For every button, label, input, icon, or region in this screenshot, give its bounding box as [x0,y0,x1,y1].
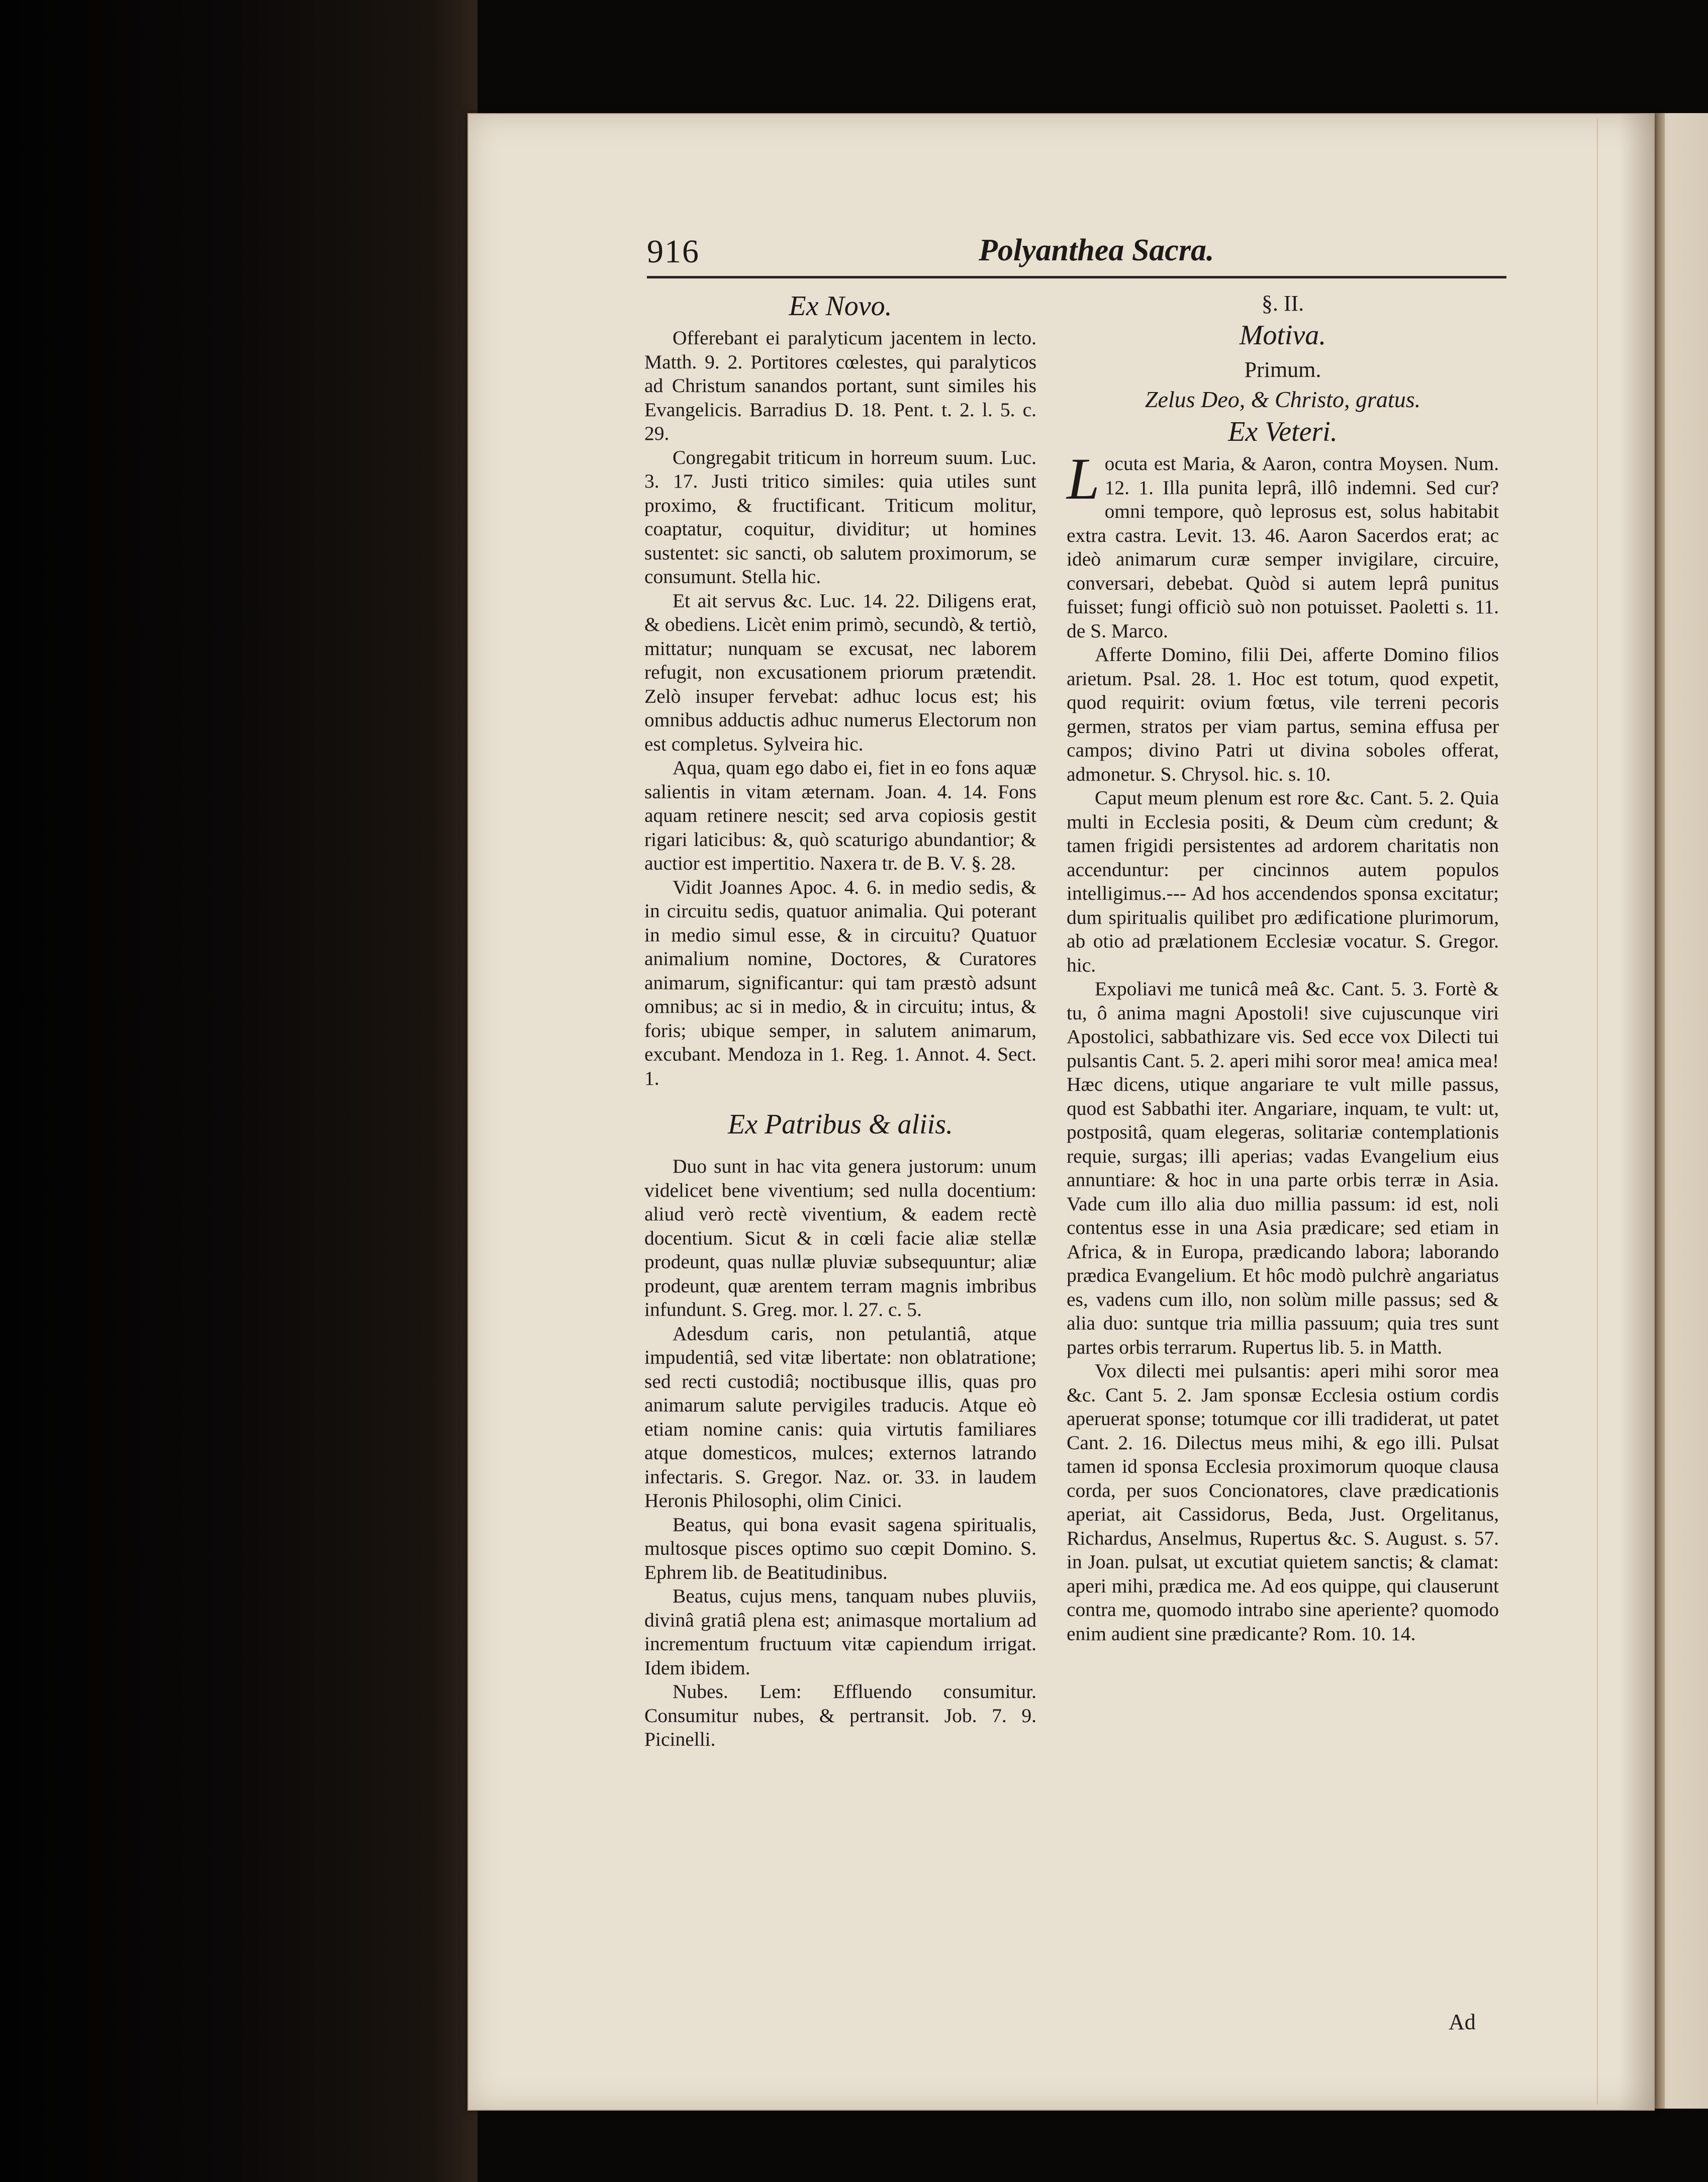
paragraph: Duo sunt in hac vita genera justorum: unum videlicet bene viventium; sed nulla docentium: aliud verò rectè viventium, & eadem rectè docentium. Sicut & in cœli facie aliæ stellæ prodeunt, quas nullæ pluviæ subsequuntur; aliæ prodeunt, quæ arentem terram magnis imbribus infundunt. S. Greg. mor. l. 27. c. 5. [644,1155,1036,1320]
paragraph: Adesdum caris, non petulantiâ, atque impudentiâ, sed vitæ libertate: non oblatratione; sed recti custodiâ; noctibusque illis, quas pro animarum salute pervigiles traducis. Atque eò etiam nomine canis: quia virtutis familiares atque domesticos, mulces; externos latrando infectaris. S. Gregor. Naz. or. 33. in laudem Heronis Philosophi, olim Cinici. [644,1322,1036,1511]
paragraph: Beatus, cujus mens, tanquam nubes pluviis, divinâ gratiâ plena est; animasque mortalium ad incrementum fructuum vitæ capiendum irrigat. Idem ibidem. [644,1585,1036,1679]
paragraph: Vox dilecti mei pulsantis: aperi mihi soror mea &c. Cant 5. 2. Jam sponsæ Ecclesia ostium cordis aperuerat sponse; totumque cor illi tradiderat, ut patet Cant. 2. 16. Dilectus meus mihi, & ego illi. Pulsat tamen id sponsa Ecclesia proximorum quoque clausa corda, per suos Concionatores, clave prædicationis aperiat, ait Cassidorus, Beda, Just. Orgelitanus, Richardus, Anselmus, Rupertus &c. S. August. s. 57. in Joan. pulsat, ut excutiat quietem sanctis; & clamat: aperi mihi, prædica me. Ad eos quippe, qui clauserunt contra me, quomodo intrabo sine aperiente? quomodo enim audient sine prædicante? Rom. 10. 14. [1067,1360,1499,1645]
paragraph: Congregabit triticum in horreum suum. Luc. 3. 17. Justi tritico similes: quia utiles sunt proximo, & fructificant. Triticum molitur, coaptatur, coquitur, dividitur; ut homines sustentet: sic sancti, ob salutem proximorum, se consumunt. Stella hic. [644,446,1036,588]
scan-background [0,0,432,2182]
paragraph: Vidit Joannes Apoc. 4. 6. in medio sedis, & in circuitu sedis, quatuor animalia. Qui poterant in medio simul esse, & in circuitu? Quatuor animalium nomine, Doctores, & Curatores animarum, significantur: qui tam præstò adsunt omnibus; ac si in medio, & in circuitu; intus, & foris; ubique semper, in salutem animarum, excubant. Mendoza in 1. Reg. 1. Annot. 4. Sect. 1. [644,876,1036,1089]
book-page [467,113,1655,2111]
paragraph: Nubes. Lem: Effluendo consumitur. Consumitur nubes, & pertransit. Job. 7. 9. Picinelli. [644,1680,1036,1750]
paragraph: Offerebant ei paralyticum jacentem in lecto. Matth. 9. 2. Portitores cœlestes, qui paralyticos ad Christum sanandos portant, sunt similes his Evangelicis. Barradius D. 18. Pent. t. 2. l. 5. c. 29. [644,327,1036,444]
page-edge-shadow [1619,114,1654,2110]
first-paragraph [1067,446,1499,643]
heading-ex-novo: Ex Novo. [789,291,892,322]
paragraph: Caput meum plenum est rore &c. Cant. 5. 2. Quia multi in Ecclesia positi, & Deum cùm credunt; & tamen frigidi persistentes ad ardorem charitatis non accenduntur: per cincinnos autem populos intelligimus.--- Ad hos accendendos sponsa excitatur; dum spiritualis quilibet pro ædificatione plurimorum, ab otio ad prælationem Ecclesiæ vocatur. S. Gregor. hic. [1067,787,1499,976]
first-paragraph-text: ocuta est Maria, & Aaron, contra Moysen. Num. 12. 1. Illa punita leprâ, illô indemni. Sed cur? omni tempore, quò leprosus est, solus habitabit extra castra. Levit. 13. 46. Aaron Sacerdos erat; ac ideò animarum curæ semper invigilare, circuire, conversari, debebat. Quòd si autem leprâ punitus fuisset; fungi officiò suò non potuisset. Paoletti s. 11. de S. Marco. [1067,452,1499,642]
paragraph: Afferte Domino, filii Dei, afferte Domino filios arietum. Psal. 28. 1. Hoc est totum, quod expetit, quod requirit: ovium fœtus, vile terreni pecoris germen, stratos per viam partus, semina effusa per campos; divino Patri ut divina soboles offerat, admonetur. S. Chrysol. hic. s. 10. [1067,643,1499,785]
heading-ex-veteri: Ex Veteri. [1228,416,1338,447]
paragraph: Aqua, quam ego dabo ei, fiet in eo fons aquæ salientis in vitam æternam. Joan. 4. 14. Fons aquam retinere nescit; sed arva copiosis gestit rigari laticibus: &, quò scaturigo abundantior; & auctior est impertitio. Naxera tr. de B. V. §. 28. [644,756,1036,874]
running-title: Polyanthea Sacra. [979,233,1214,267]
page-number: 916 [647,233,700,270]
paragraph: Beatus, qui bona evasit sagena spiritualis, multosque pisces optimo suo cœpit Domino. S. Ephrem lib. de Beatitudinibus. [644,1513,1036,1583]
page-margin-line [1597,119,1598,2105]
catchword: Ad [1449,2010,1476,2034]
page-header [647,226,1506,281]
heading-ex-patribus: Ex Patribus & aliis. [728,1109,953,1140]
paragraph: Expoliavi me tunicâ meâ &c. Cant. 5. 3. Fortè & tu, ô anima magni Apostoli! sive cujuscunque viri Apostolici, sabbathizare vis. Sed ecce vox Dilecti tui pulsantis Cant. 5. 2. aperi mihi soror mea! amica mea! Hæc dicens, utique angariare te vult mille passus, quod est Sabbathi iter. Angariare, inquam, te vult: ut, postpositâ, quam elegeras, solitariæ contemplationis requie, surgas; illi aperias; vadas Evangelium eius annuntiare: & hoc in una parte orbis terræ in Asia. Vade cum illo alia duo millia passum: id est, noli contentus esse in una Asia prædicare; sed etiam in Africa, & in Europa, prædicando labora; laborando prædica Evangelium. Et hôc modò pulchrè angariatus es, vadens cum illo, non solùm mille passus; sed & alia duo: suntque tria millia passuum; quia tres sunt partes orbis terrarum. Rupertus lib. 5. in Matth. [1067,978,1499,1358]
header-rule [647,276,1506,278]
section-mark: §. II. [1261,291,1304,316]
drop-cap: L [1067,446,1100,512]
heading-motiva: Motiva. [1239,320,1326,351]
left-column [644,289,1036,1752]
paragraph: Et ait servus &c. Luc. 14. 22. Diligens erat, & obediens. Licèt enim primò, secundò, & tertiò, mittatur; nunquam se excusat, nec laborem refugit, non excusationem priorum prætendit. Zelò insuper fervebat: adhuc locus est; his omnibus adductis adhuc numerus Electorum non est completus. Sylveira hic. [644,589,1036,755]
right-column [1067,289,1499,1646]
heading-primum: Primum. [1244,357,1321,382]
subheading-zelus: Zelus Deo, & Christo, gratus. [1145,387,1421,412]
